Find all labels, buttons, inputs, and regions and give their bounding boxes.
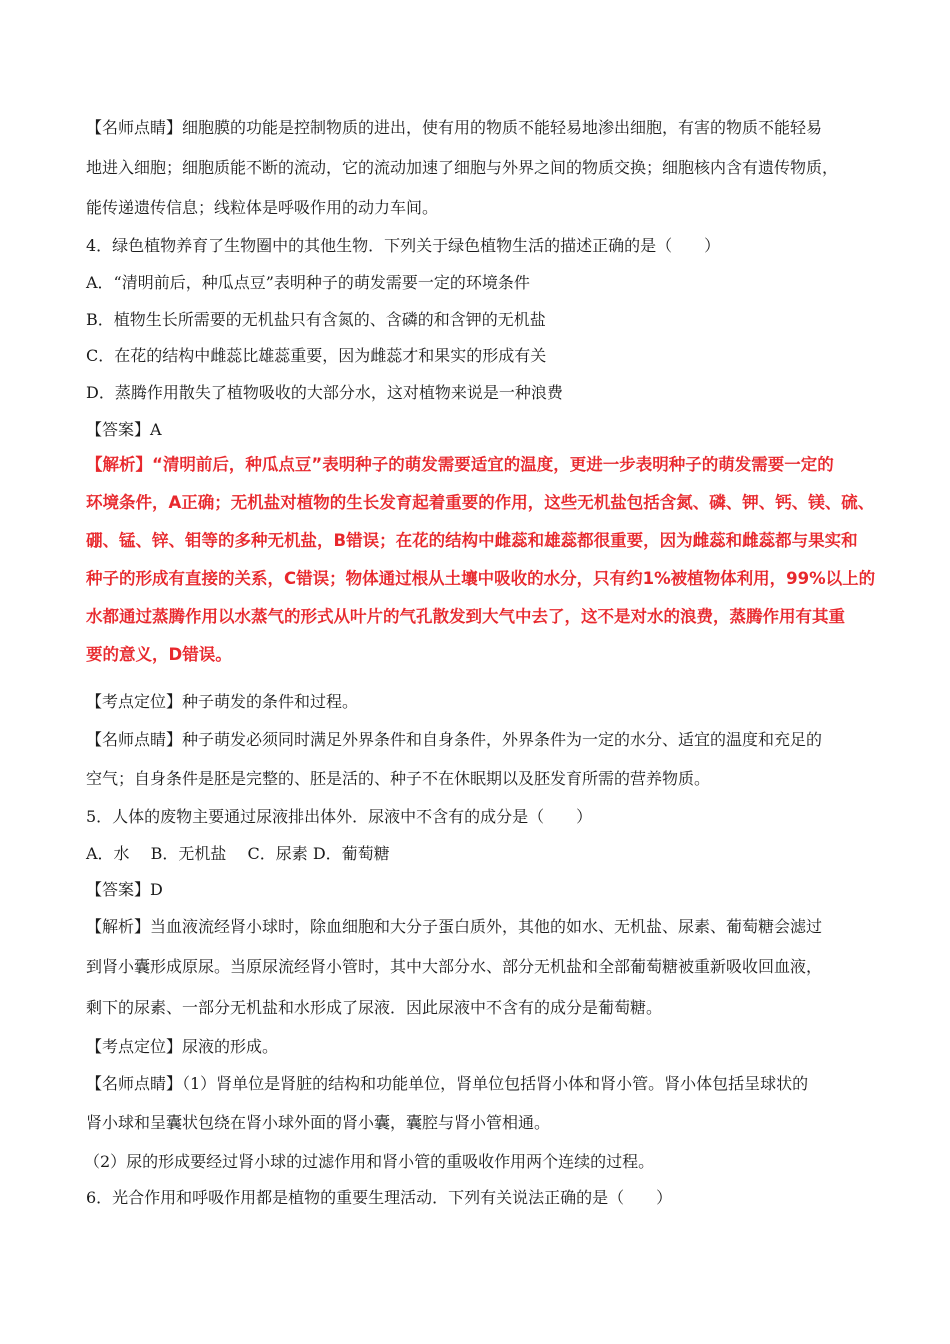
options-5: A．水 B．无机盐 C．尿素 D．葡萄糖 (86, 844, 390, 863)
analysis-line: 剩下的尿素、一部分无机盐和水形成了尿液．因此尿液中不含有的成分是葡萄糖。 (86, 998, 663, 1017)
tip-line: （2）尿的形成要经过肾小球的过滤作用和肾小管的重吸收作用两个连续的过程。 (84, 1152, 655, 1171)
tip-line: 【名师点睛】种子萌发必须同时满足外界条件和自身条件，外界条件为一定的水分、适宜的温度和充足的 (86, 730, 823, 749)
option-b: B．植物生长所需要的无机盐只有含氮的、含磷的和含钾的无机盐 (86, 310, 546, 329)
option-c: C．在花的结构中雌蕊比雄蕊重要，因为雌蕊才和果实的形成有关 (86, 346, 547, 365)
question-5: 5．人体的废物主要通过尿液排出体外．尿液中不含有的成分是（ ） (86, 807, 593, 826)
key-point: 【考点定位】尿液的形成。 (86, 1037, 279, 1056)
analysis-line: 到肾小囊形成原尿。当原尿流经肾小管时，其中大部分水、部分无机盐和全部葡萄糖被重新吸收回血液， (86, 957, 823, 976)
question-4: 4．绿色植物养育了生物圈中的其他生物．下列关于绿色植物生活的描述正确的是（ ） (86, 236, 721, 255)
tip-line: 【名师点睛】（1）肾单位是肾脏的结构和功能单位，肾单位包括肾小体和肾小管。肾小体包括呈球状的 (86, 1074, 809, 1093)
answer: 【答案】D (86, 880, 163, 899)
tip-line: 肾小球和呈囊状包绕在肾小球外面的肾小囊，囊腔与肾小管相通。 (86, 1113, 551, 1132)
analysis-line: 硼、锰、锌、钼等的多种无机盐，B错误；在花的结构中雌蕊和雄蕊都很重要，因为雌蕊和雌蕊都与果实和 (86, 531, 858, 550)
answer: 【答案】A (86, 420, 162, 439)
tip-line: 【名师点睛】细胞膜的功能是控制物质的进出，使有用的物质不能轻易地渗出细胞，有害的物质不能轻易 (86, 118, 823, 137)
analysis-line: 环境条件，A正确；无机盐对植物的生长发育起着重要的作用，这些无机盐包括含氮、磷、钾、钙、镁、硫、 (86, 493, 875, 512)
analysis-line: 种子的形成有直接的关系，C错误；物体通过根从土壤中吸收的水分，只有约1%被植物体利用，99%以上的 (86, 569, 876, 588)
analysis-line: 【解析】当血液流经肾小球时，除血细胞和大分子蛋白质外，其他的如水、无机盐、尿素、葡萄糖会滤过 (86, 917, 823, 936)
option-a: A．“清明前后，种瓜点豆”表明种子的萌发需要一定的环境条件 (86, 273, 530, 292)
tip-line: 能传递遗传信息；线粒体是呼吸作用的动力车间。 (86, 198, 439, 217)
tip-line: 地进入细胞；细胞质能不断的流动，它的流动加速了细胞与外界之间的物质交换；细胞核内含有遗传物质， (86, 158, 839, 177)
analysis-line: 水都通过蒸腾作用以水蒸气的形式从叶片的气孔散发到大气中去了，这不是对水的浪费，蒸腾作用有其重 (86, 607, 845, 626)
option-d: D．蒸腾作用散失了植物吸收的大部分水，这对植物来说是一种浪费 (86, 383, 563, 402)
tip-line: 空气；自身条件是胚是完整的、胚是活的、种子不在休眠期以及胚发育所需的营养物质。 (86, 769, 711, 788)
key-point: 【考点定位】种子萌发的条件和过程。 (86, 692, 359, 711)
analysis-line: 【解析】“清明前后，种瓜点豆”表明种子的萌发需要适宜的温度，更进一步表明种子的萌发需要一定的 (86, 455, 834, 474)
question-6: 6．光合作用和呼吸作用都是植物的重要生理活动．下列有关说法正确的是（ ） (86, 1188, 673, 1207)
analysis-line: 要的意义，D错误。 (86, 645, 232, 664)
